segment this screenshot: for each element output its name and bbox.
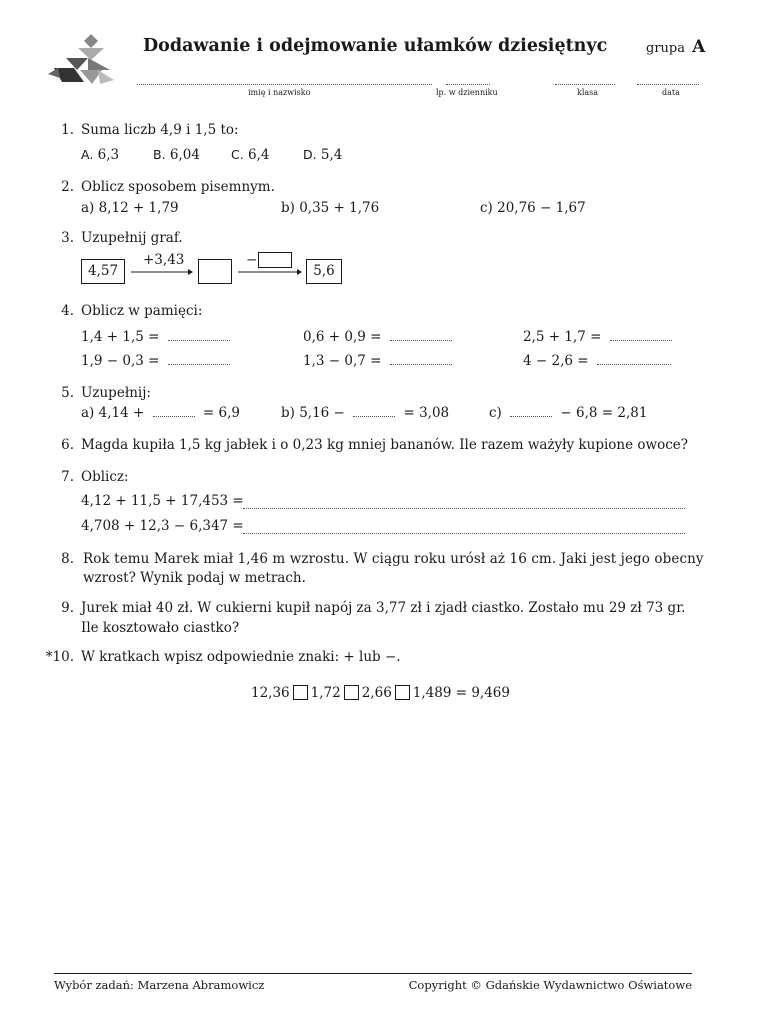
q7-item-2: 4,708 + 12,3 − 6,347 =	[81, 518, 244, 534]
sign-box-3[interactable]	[395, 685, 410, 700]
answer-blank[interactable]	[353, 404, 395, 417]
q6-number: 6.	[61, 437, 74, 453]
graph-arrow-1	[131, 267, 193, 277]
q7-answer-line-1[interactable]	[243, 496, 685, 509]
q9-number: 9.	[61, 600, 74, 616]
q5-item-a: a) 4,14 + = 6,9	[81, 405, 240, 421]
q8-number: 8.	[61, 551, 74, 567]
publisher-logo	[48, 34, 116, 88]
name-line[interactable]	[137, 72, 432, 85]
q4-item-4: 1,9 − 0,3 =	[81, 352, 230, 370]
q2-text: Oblicz sposobem pisemnym.	[81, 179, 275, 195]
footer-copyright: Copyright © Gdańskie Wydawnictwo Oświatowe	[408, 978, 692, 992]
date-line[interactable]	[637, 72, 699, 85]
q8-line-2: wzrost? Wynik podaj w metrach.	[83, 570, 306, 586]
q5-number: 5.	[61, 385, 74, 401]
answer-blank[interactable]	[390, 328, 452, 341]
q4-item-1: 1,4 + 1,5 =	[81, 328, 230, 346]
q9-line-2: Ile kosztowało ciastko?	[81, 620, 240, 636]
name-caption: imię i nazwisko	[248, 88, 311, 97]
number-line[interactable]	[446, 72, 490, 85]
q4-item-2: 0,6 + 0,9 =	[303, 328, 452, 346]
graph-middle-box[interactable]	[198, 259, 232, 284]
date-caption: data	[662, 88, 680, 97]
q7-answer-line-2[interactable]	[243, 521, 685, 534]
footer-divider	[54, 973, 692, 974]
answer-blank[interactable]	[153, 404, 195, 417]
q4-text: Oblicz w pamięci:	[81, 303, 203, 319]
graph-end-box: 5,6	[306, 259, 342, 284]
q1-option-d[interactable]: D. 5,4	[303, 147, 343, 163]
answer-blank[interactable]	[597, 352, 671, 365]
graph-op2-box[interactable]	[258, 252, 292, 268]
footer-author: Wybór zadań: Marzena Abramowicz	[54, 978, 265, 992]
q10-text: W kratkach wpisz odpowiednie znaki: + lub −.	[81, 649, 401, 665]
class-caption: klasa	[577, 88, 599, 97]
answer-blank[interactable]	[168, 328, 230, 341]
graph-op1-label: +3,43	[143, 252, 185, 268]
q4-item-3: 2,5 + 1,7 =	[523, 328, 672, 346]
sign-box-2[interactable]	[344, 685, 359, 700]
number-caption: lp. w dzienniku	[436, 88, 498, 97]
q7-text: Oblicz:	[81, 469, 129, 485]
q1-option-c[interactable]: C. 6,4	[231, 147, 270, 163]
answer-blank[interactable]	[510, 404, 552, 417]
q5-item-b: b) 5,16 − = 3,08	[281, 405, 450, 421]
q4-item-5: 1,3 − 0,7 =	[303, 352, 452, 370]
q5-item-c: c) − 6,8 = 2,81	[489, 405, 648, 421]
q7-item-1: 4,12 + 11,5 + 17,453 =	[81, 493, 244, 509]
answer-blank[interactable]	[390, 352, 452, 365]
q6-text: Magda kupiła 1,5 kg jabłek i o 0,23 kg mniej bananów. Ile razem ważyły kupione owoce?	[81, 437, 688, 453]
class-line[interactable]	[555, 72, 615, 85]
q4-item-6: 4 − 2,6 =	[523, 352, 671, 370]
q3-text: Uzupełnij graf.	[81, 230, 183, 246]
group-letter: A	[692, 37, 706, 57]
q8-line-1: Rok temu Marek miał 1,46 m wzrostu. W ciągu roku urósł aż 16 cm. Jaki jest jego obecny	[83, 551, 704, 567]
q10-number: *10.	[45, 649, 74, 665]
answer-blank[interactable]	[610, 328, 672, 341]
q9-line-1: Jurek miał 40 zł. W cukierni kupił napój za 3,77 zł i zjadł ciastko. Zostało mu 29 zł 73 gr.	[81, 600, 686, 616]
q2-item-b: b) 0,35 + 1,76	[281, 200, 380, 216]
q7-number: 7.	[61, 469, 74, 485]
worksheet-title: Dodawanie i odejmowanie ułamków dziesiętnyc	[143, 36, 608, 56]
group-label	[646, 37, 705, 57]
q2-item-a: a) 8,12 + 1,79	[81, 200, 179, 216]
q1-text: Suma liczb 4,9 i 1,5 to:	[81, 122, 239, 138]
q1-number: 1.	[61, 122, 74, 138]
graph-op2-label: −	[246, 252, 258, 268]
sign-box-1[interactable]	[293, 685, 308, 700]
q1-option-a[interactable]: A. 6,3	[81, 147, 120, 163]
q10-equation: 12,36 1,72 2,66 1,489 = 9,469	[251, 685, 510, 701]
answer-blank[interactable]	[168, 352, 230, 365]
q5-text: Uzupełnij:	[81, 385, 151, 401]
q4-number: 4.	[61, 303, 74, 319]
group-word: grupa	[646, 41, 685, 56]
graph-start-box: 4,57	[81, 259, 125, 284]
q2-number: 2.	[61, 179, 74, 195]
q1-option-b[interactable]: B. 6,04	[153, 147, 200, 163]
graph-arrow-2	[238, 267, 302, 277]
q3-number: 3.	[61, 230, 74, 246]
q2-item-c: c) 20,76 − 1,67	[480, 200, 586, 216]
